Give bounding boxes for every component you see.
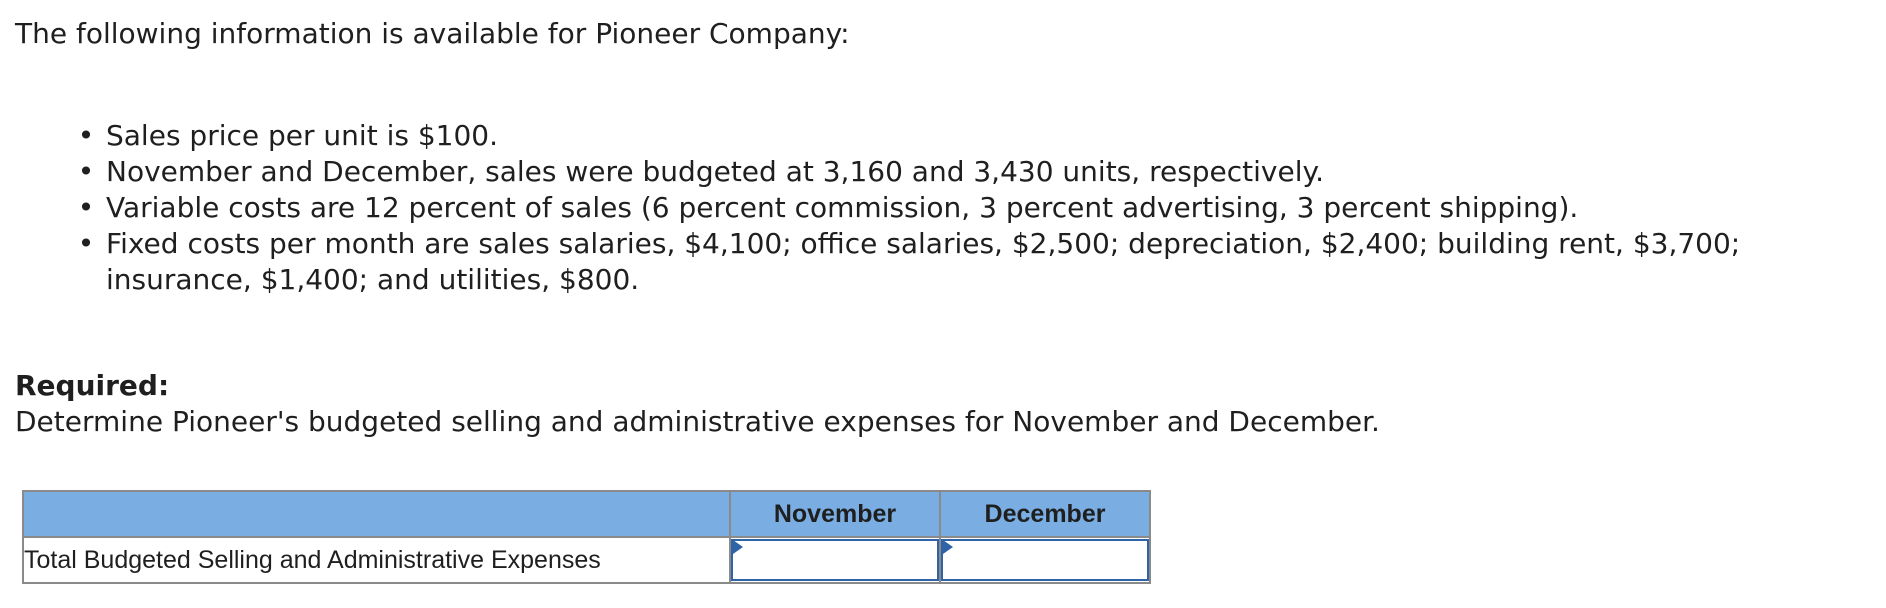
- list-item-text: Fixed costs per month are sales salaries, $4,100; office salaries, $2,500; depreciation, $2,400; building rent, $3,700; insurance, $1,400; and utilities, $800.: [106, 227, 1741, 296]
- table-row: [23, 537, 1150, 583]
- header-december: December: [940, 491, 1150, 537]
- bullet-icon: •: [77, 155, 95, 188]
- required-instructions: Determine Pioneer's budgeted selling and administrative expenses for November and December.: [15, 405, 1380, 438]
- list-item-text: Variable costs are 12 percent of sales (6 percent commission, 3 percent advertising, 3 percent shipping).: [106, 191, 1579, 224]
- list-item: [77, 190, 1880, 226]
- budget-table: [22, 490, 1151, 584]
- header-november: November: [730, 491, 940, 537]
- row-label: Total Budgeted Selling and Administrative Expenses: [23, 537, 730, 583]
- november-input-cell: [730, 537, 940, 583]
- info-list: [0, 118, 1880, 298]
- header-blank-cell: [23, 491, 730, 537]
- bullet-icon: •: [77, 119, 95, 152]
- december-input-cell: [940, 537, 1150, 583]
- november-expenses-input[interactable]: [731, 539, 939, 581]
- list-item: [77, 118, 1880, 154]
- input-marker-icon: [943, 540, 953, 554]
- bullet-icon: •: [77, 227, 95, 260]
- required-heading: Required:: [15, 369, 170, 402]
- list-item: [77, 154, 1880, 190]
- december-expenses-input[interactable]: [941, 539, 1149, 581]
- bullet-icon: •: [77, 191, 95, 224]
- intro-text: The following information is available for Pioneer Company:: [15, 17, 850, 50]
- input-marker-icon: [733, 540, 743, 554]
- list-item-text: November and December, sales were budgeted at 3,160 and 3,430 units, respectively.: [106, 155, 1324, 188]
- list-item-text: Sales price per unit is $100.: [106, 119, 498, 152]
- list-item: [77, 226, 1880, 298]
- table-header-row: [23, 491, 1150, 537]
